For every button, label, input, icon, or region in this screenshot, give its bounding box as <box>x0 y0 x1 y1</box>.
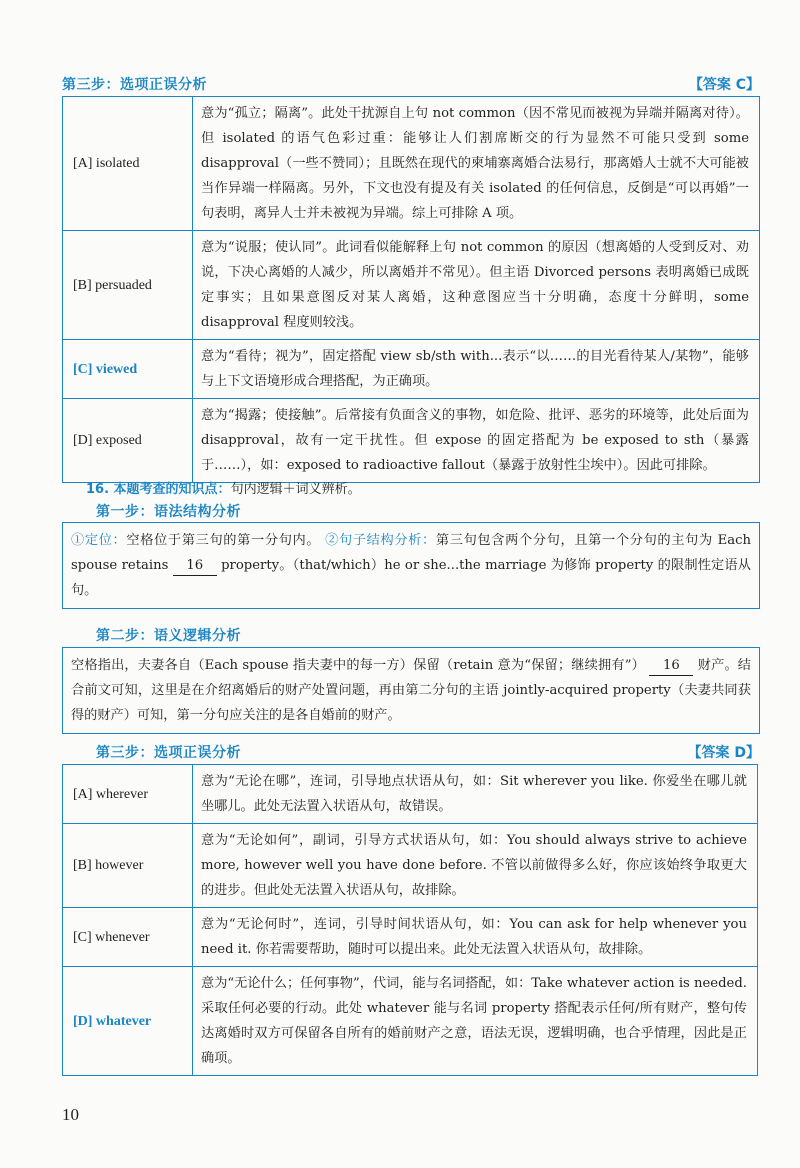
option-label: [A] wherever <box>63 765 193 824</box>
step-title: 第一步：语法结构分析 <box>96 504 241 520</box>
option-label: [C] whenever <box>63 908 193 967</box>
option-label: [A] isolated <box>63 97 193 231</box>
option-row <box>63 765 758 824</box>
question-number-label: 16. 本题考查的知识点： <box>86 482 231 497</box>
options-table <box>62 764 758 1076</box>
options-table <box>62 96 760 483</box>
structure-label: ②句子结构分析： <box>325 533 436 548</box>
section-header <box>96 499 760 521</box>
option-explanation: 意为“无论何时”，连词，引导时间状语从句，如：You can ask for help whenever you need it. 你若需要帮助，随时可以提出来。此处无法置入状语从句，故排除。 <box>193 908 758 967</box>
option-row <box>63 967 758 1076</box>
step-title: 第三步：选项正误分析 <box>62 77 207 93</box>
option-explanation: 意为“无论如何”，副词，引导方式状语从句，如：You should always strive to achieve more, however well you have done before. 不管以前做得多么好，你应该始终争取更大的进步。但此处无法置入状语从句，故排除。 <box>193 824 758 908</box>
option-row <box>63 97 760 231</box>
semantic-text: 空格指出，夫妻各自（Each spouse 指夫妻中的每一方）保留（retain 意为“保留；继续拥有”） <box>71 658 645 673</box>
answer-label: 【答案 D】 <box>687 745 760 761</box>
option-row <box>63 399 760 483</box>
option-row <box>63 824 758 908</box>
option-explanation: 意为“看待；视为”，固定搭配 view sb/sth with...表示“以……的目光看待某人/某物”，能够与上下文语境形成合理搭配，为正确项。 <box>193 340 760 399</box>
option-explanation: 意为“孤立；隔离”。此处干扰源自上句 not common（因不常见而被视为异端并隔离对待）。但 isolated 的语气色彩过重：能够让人们割席断交的行为显然不可能只受到 some disapproval（一些不赞同）；且既然在现代的柬埔寨离婚合法易行，那离婚人士就不大可能被当作异端一样隔离。另外，下文也没有提及有关 isolated 的任何信息，反倒是“可以再婚”一句表明，离异人士并未被视为异端。综上可排除 A 项。 <box>201 106 749 221</box>
option-label: [B] however <box>63 824 193 908</box>
option-label-correct: [D] whatever <box>63 967 193 1076</box>
step-title: 第三步：选项正误分析 <box>96 745 241 761</box>
option-explanation: 意为“无论在哪”，连词，引导地点状语从句，如：Sit wherever you like. 你爱坐在哪儿就坐哪儿。此处无法置入状语从句，故错误。 <box>201 774 747 814</box>
structure-text-cont: property。（that/which）he or she...the marriage 为修饰 property 的限制性定语从句。 <box>71 558 751 598</box>
option-explanation: 意为“无论什么；任何事物”，代词，能与名词搭配，如：Take whatever action is needed. 采取任何必要的行动。此处 whatever 能与名词 property 搭配表示任何/所有财产，整句传达离婚时双方可保留各自所有的婚前财产之意，语法无误，逻辑明确，也合乎情理，因此是正确项。 <box>193 967 758 1076</box>
option-label: [D] exposed <box>63 399 193 483</box>
structure-text: 第三句包含两个分句，且第一个分句的主句为 Each spouse retains <box>71 533 752 573</box>
option-explanation: 意为“揭露；使接触”。后常接有负面含义的事物，如危险、批评、恶劣的环境等，此处后面为 disapproval，故有一定干扰性。但 expose 的固定搭配为 be exposed to sth（暴露于……），如：exposed to radioactive fallout（暴露于放射性尘埃中）。因此可排除。 <box>193 399 760 483</box>
option-row <box>63 340 760 399</box>
option-row <box>63 231 760 340</box>
blank-number: 16 <box>173 557 217 576</box>
grammar-analysis-box <box>62 522 760 609</box>
step-title: 第二步：语义逻辑分析 <box>96 628 241 644</box>
question-topic: 句内逻辑＋词义辨析。 <box>230 482 361 497</box>
locate-text: 空格位于第三句的第一分句内。 <box>126 533 321 548</box>
option-explanation: 意为“说服；使认同”。此词看似能解释上句 not common 的原因（想离婚的人受到反对、劝说，下决心离婚的人减少，所以离婚并不常见）。但主语 Divorced persons 表明离婚已成既定事实；且如果意图反对某人离婚，这种意图应当十分明确，态度十分鲜明，some disapproval 程度则较浅。 <box>193 231 760 340</box>
blank-number: 16 <box>649 657 693 676</box>
option-row <box>63 908 758 967</box>
option-label: [B] persuaded <box>63 231 193 340</box>
locate-label: ①定位： <box>71 533 127 548</box>
section-header <box>62 72 760 94</box>
section-header <box>96 740 760 762</box>
page-number: 10 <box>62 1105 79 1124</box>
section-header <box>96 623 760 645</box>
semantic-analysis-box <box>62 647 760 734</box>
semantic-text-cont: 财产。结合前文可知，这里是在介绍离婚后的财产处置问题，再由第二分句的主语 jointly-acquired property（夫妻共同获得的财产）可知，第一分句应关注的是各自婚前的财产。 <box>71 658 751 723</box>
question-heading <box>86 478 361 497</box>
option-label-correct: [C] viewed <box>63 340 193 399</box>
answer-label: 【答案 C】 <box>688 77 760 93</box>
